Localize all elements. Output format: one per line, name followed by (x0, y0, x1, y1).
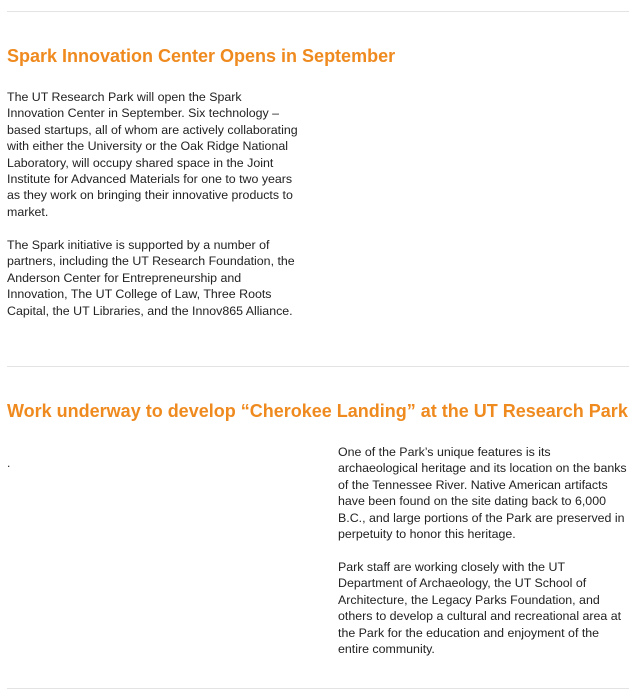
image-placeholder-marker: . (7, 456, 11, 470)
article2-paragraph-2: Park staff are working closely with the UT Department of Archaeology, the UT School of Architecture, the Legacy Parks Foundation, and others to develop a cultural and recreational area at the Park for the education and enjoyment of the entire community. (338, 560, 622, 657)
bottom-divider (7, 688, 629, 689)
article2-title: Work underway to develop “Cherokee Landing” at the UT Research Park (7, 401, 628, 421)
middle-divider (7, 366, 629, 367)
article1-paragraph-1: The UT Research Park will open the Spark Innovation Center in September. Six technology – based startups, all of whom are actively collaborating with either the University or the Oak Ridge National Laboratory, will occupy shared space in the Joint Institute for Advanced Materials for one to two years as they work on bringing their innovative products to market. (7, 90, 298, 219)
article2-paragraph-1: One of the Park’s unique features is its archaeological heritage and its location on the banks of the Tennessee River. Native American artifacts have been found on the site dating back to 6,000 B.C., and large portions of the Park are preserved in perpetuity to honor this heritage. (338, 445, 627, 542)
article1-paragraph-2: The Spark initiative is supported by a number of partners, including the UT Research Foundation, the Anderson Center for Entrepreneurship and Innovation, The UT College of Law, Three Roots Capital, the UT Libraries, and the Innov865 Alliance. (7, 238, 295, 318)
article1-title: Spark Innovation Center Opens in September (7, 46, 396, 66)
top-divider (7, 11, 629, 12)
